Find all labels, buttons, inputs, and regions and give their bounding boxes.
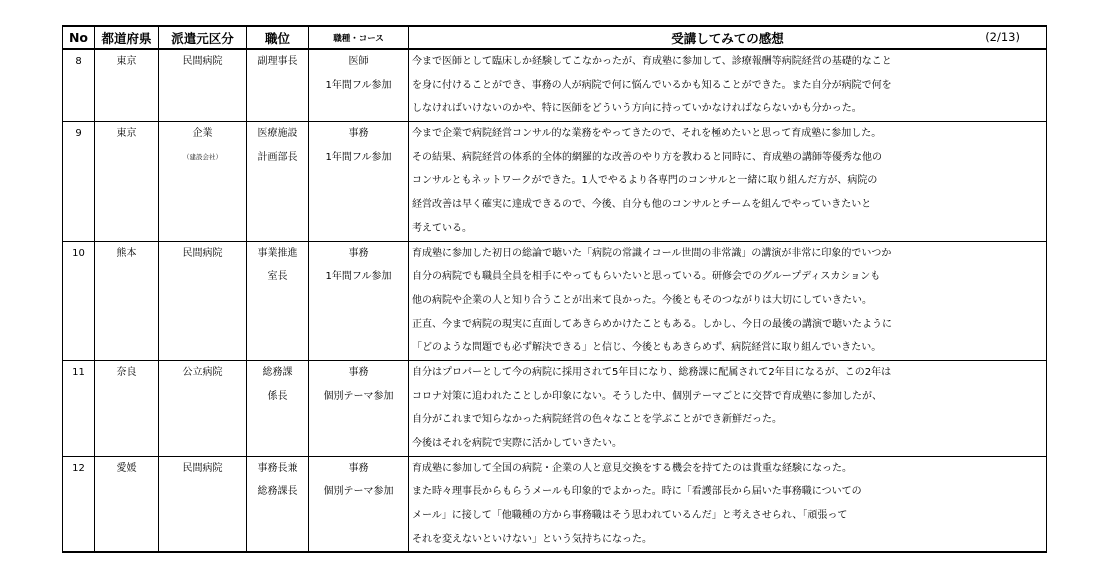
- table-row: [63, 49, 1047, 122]
- row-dispatch: 企業: [192, 128, 213, 140]
- impression-line: コンサルともネットワークができた。1人でやるより各専門のコンサルと一緒に取り組んだ方が、病院の: [412, 175, 878, 187]
- header-no: No: [63, 26, 95, 49]
- row-course-mode: 1年間フル参加: [325, 79, 392, 91]
- header-impressions: [409, 26, 1047, 49]
- cell-dispatch: [159, 122, 247, 241]
- cell-no: [63, 456, 95, 552]
- cell-dispatch: [159, 456, 247, 552]
- impression-line: 「どのような問題でも必ず解決できる」と信じ、今後ともあきらめず、病院経営に取り組んでいきたい。: [412, 342, 882, 354]
- row-course-mode: 1年間フル参加: [325, 271, 392, 283]
- row-position: 副理事長: [257, 56, 298, 67]
- impressions-table: [62, 25, 1047, 553]
- header-prefecture: 都道府県: [95, 26, 159, 49]
- row-no: 11: [72, 366, 85, 378]
- cell-impression: [409, 122, 1047, 241]
- cell-prefecture: [95, 456, 159, 552]
- cell-no: [63, 49, 95, 122]
- cell-impression: [409, 49, 1047, 122]
- row-dispatch: 民間病院: [182, 247, 223, 259]
- impression-line: 今まで企業で病院経営コンサル的な業務をやってきたので、それを極めたいと思って育成塾に参加した。: [412, 128, 882, 140]
- header-impressions-label: 受講してみての感想: [671, 30, 784, 46]
- cell-position: [247, 49, 309, 122]
- impression-line: 育成塾に参加した初日の総論で聴いた「病院の常識イコール世間の非常識」の講演が非常に印象的でいつか: [412, 247, 892, 259]
- cell-prefecture: [95, 360, 159, 456]
- cell-course: [309, 241, 409, 360]
- row-prefecture: 東京: [116, 128, 137, 140]
- impression-line: 経営改善は早く確実に達成できるので、今後、自分も他のコンサルとチームを組んでやっていきたいと: [412, 199, 872, 211]
- row-no: 12: [72, 462, 85, 474]
- impression-line: また時々理事長からもらうメールも印象的でよかった。時に「看護部長から届いた事務職についての: [412, 486, 862, 498]
- table-row: [63, 360, 1047, 456]
- row-prefecture: 奈良: [116, 366, 137, 378]
- row-course-type: 事務: [348, 247, 369, 259]
- impression-line: 他の病院や企業の人と知り合うことが出来て良かった。今後ともそのつながりは大切にしていきたい。: [412, 294, 872, 306]
- cell-impression: [409, 241, 1047, 360]
- row-position: 事務長兼: [257, 462, 298, 474]
- row-no: 10: [72, 247, 85, 259]
- cell-no: [63, 241, 95, 360]
- impression-line: 今後はそれを病院で実際に活かしていきたい。: [412, 438, 622, 449]
- cell-position: [247, 360, 309, 456]
- row-position: 計画部長: [257, 151, 298, 163]
- row-course-type: 事務: [348, 366, 369, 378]
- cell-course: [309, 122, 409, 241]
- row-dispatch: 民間病院: [182, 56, 223, 67]
- row-position: 医療施設: [257, 128, 298, 140]
- row-course-mode: 個別テーマ参加: [323, 390, 394, 402]
- row-no: 9: [75, 128, 82, 140]
- impression-line: 考えている。: [412, 222, 472, 234]
- table-row: [63, 122, 1047, 241]
- cell-course: [309, 360, 409, 456]
- row-prefecture: 東京: [116, 56, 137, 67]
- row-prefecture: 熊本: [116, 247, 137, 259]
- row-prefecture: 愛媛: [116, 462, 137, 474]
- cell-no: [63, 122, 95, 241]
- row-position: 係長: [267, 390, 288, 402]
- row-dispatch: 公立病院: [182, 366, 223, 378]
- cell-position: [247, 456, 309, 552]
- impression-line: 今まで医師として臨床しか経験してこなかったが、育成塾に参加して、診療報酬等病院経営の基礎的なこと: [412, 56, 892, 67]
- row-course-type: 事務: [348, 128, 369, 140]
- impression-line: それを変えないといけない」という気持ちになった。: [412, 533, 652, 545]
- row-course-mode: 1年間フル参加: [325, 151, 392, 163]
- impression-line: 正直、今まで病院の現実に直面してあきらめかけたこともある。しかし、今日の最後の講演で聴いたように: [412, 318, 892, 330]
- row-position: 室長: [267, 271, 288, 283]
- cell-prefecture: [95, 49, 159, 122]
- cell-course: [309, 49, 409, 122]
- row-no: 8: [75, 56, 82, 67]
- row-position: 事業推進: [257, 247, 298, 259]
- impression-line: メール」に接して「他職種の方から事務職はそう思われているんだ」と考えさせられ、「頑張って: [412, 510, 848, 522]
- impression-line: しなければいけないのかや、特に医師をどういう方向に持っていかなければならないかも分かった。: [412, 103, 862, 115]
- cell-impression: [409, 456, 1047, 552]
- cell-position: [247, 241, 309, 360]
- impression-line: を身に付けることができ、事務の人が病院で何に悩んでいるかも知ることができた。また自分が病院で何を: [412, 79, 892, 91]
- cell-no: [63, 360, 95, 456]
- row-dispatch: 民間病院: [182, 462, 223, 474]
- cell-impression: [409, 360, 1047, 456]
- cell-position: [247, 122, 309, 241]
- header-dispatch-type: 派遣元区分: [159, 26, 247, 49]
- impression-line: 育成塾に参加して全国の病院・企業の人と意見交換をする機会を持てたのは貴重な経験になった。: [412, 462, 852, 474]
- row-position: 総務課長: [257, 486, 298, 498]
- table-row: [63, 241, 1047, 360]
- row-course-type: 医師: [348, 56, 369, 67]
- table-row: [63, 456, 1047, 552]
- impression-line: 自分がこれまで知らなかった病院経営の色々なことを学ぶことができ新鮮だった。: [412, 414, 782, 426]
- cell-dispatch: [159, 241, 247, 360]
- cell-prefecture: [95, 241, 159, 360]
- cell-course: [309, 456, 409, 552]
- row-dispatch-note: （建設会社）: [183, 152, 222, 161]
- impression-line: 自分の病院でも職員全員を相手にやってもらいたいと思っている。研修会でのグループディスカションも: [412, 271, 881, 283]
- impression-line: 自分はプロパーとして今の病院に採用されて5年目になり、総務課に配属されて2年目になるが、この2年は: [412, 366, 892, 378]
- header-position: 職位: [247, 26, 309, 49]
- header-course: 職種・コース: [309, 26, 409, 49]
- impression-line: その結果、病院経営の体系的全体的網羅的な改善のやり方を教わると同時に、育成塾の講師等優秀な他の: [412, 151, 882, 163]
- row-course-type: 事務: [348, 462, 369, 474]
- impression-line: コロナ対策に追われたことしか印象にない。そうした中、個別テーマごとに交替で育成塾に参加したが、: [412, 390, 882, 402]
- cell-dispatch: [159, 360, 247, 456]
- page-number: (2/13): [985, 30, 1020, 44]
- row-position: 総務課: [262, 366, 293, 378]
- header-row: [63, 26, 1047, 49]
- cell-prefecture: [95, 122, 159, 241]
- row-course-mode: 個別テーマ参加: [323, 486, 394, 498]
- cell-dispatch: [159, 49, 247, 122]
